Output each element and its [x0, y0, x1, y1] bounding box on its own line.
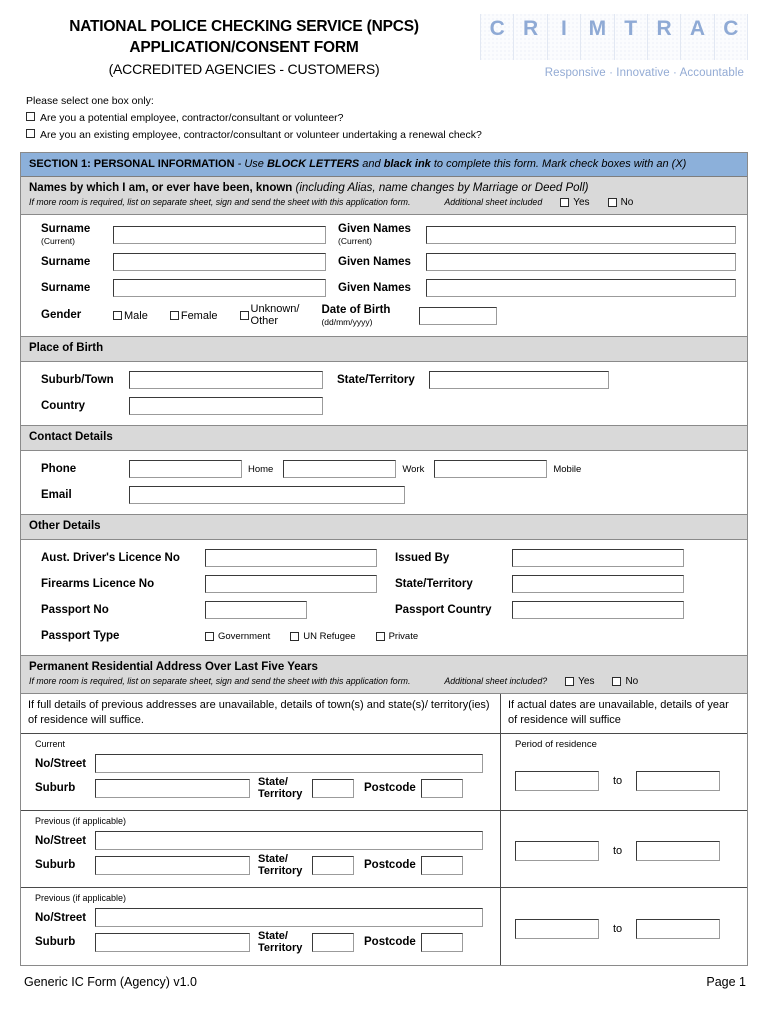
period-to-label: to [613, 775, 623, 787]
address-additional-no-label: No [625, 676, 639, 687]
address-note-right: If actual dates are unavailable, details of year of residence will suffice [501, 694, 747, 734]
state-label-line1: State/ [258, 930, 288, 942]
other-details-header [21, 514, 747, 540]
phone-work-input[interactable] [283, 460, 396, 478]
phone-work-tag: Work [402, 463, 425, 475]
pob-suburb-input[interactable] [129, 371, 323, 389]
title-line-1: NATIONAL POLICE CHECKING SERVICE (NPCS) [69, 18, 419, 35]
address-street-row [21, 908, 500, 927]
address-additional-no[interactable] [612, 675, 638, 688]
section1-instr-e: to complete this form. Mark check boxes with an (X) [430, 158, 687, 170]
title-line-3: (ACCREDITED AGENCIES - CUSTOMERS) [108, 61, 380, 77]
names-subnote-row [29, 196, 739, 209]
given-names-input-current[interactable] [426, 226, 736, 244]
pob-country-label: Country [41, 399, 86, 412]
surname-label: Surname [41, 281, 91, 294]
names-subsection-header [21, 177, 747, 215]
surname-input-current[interactable] [113, 226, 326, 244]
suburb-label: Suburb [35, 782, 76, 794]
other-details-body [21, 540, 747, 655]
state-territory-label [258, 853, 312, 877]
postcode-label: Postcode [364, 859, 416, 871]
passport-type-private-label: Private [388, 630, 419, 642]
section1-title: SECTION 1: PERSONAL INFORMATION [29, 158, 235, 170]
period-to-input-current[interactable] [636, 771, 720, 791]
suburb-label: Suburb [35, 859, 76, 871]
issued-by-label: Issued By [395, 551, 450, 564]
address-street-row [21, 831, 500, 850]
place-of-birth-body [21, 362, 747, 425]
firearms-licence-input[interactable] [205, 575, 377, 593]
street-label: No/Street [35, 757, 87, 770]
state-label-line2: Territory [258, 942, 303, 954]
passport-no-row [21, 600, 747, 620]
dob-input[interactable] [419, 307, 497, 325]
gender-option-male[interactable] [113, 310, 148, 322]
intro-instruction: Please select one box only: [26, 95, 154, 107]
address-street-row [21, 754, 500, 773]
gender-label: Gender [41, 309, 82, 321]
address-grid [21, 694, 747, 965]
passport-type-row [21, 626, 747, 646]
firearms-state-input[interactable] [512, 575, 684, 593]
street-label: No/Street [35, 911, 87, 924]
checkbox-icon[interactable] [170, 311, 179, 320]
names-additional-yes[interactable] [560, 196, 589, 209]
period-to-label: to [613, 845, 623, 857]
form-table [20, 152, 748, 966]
names-additional-no-label: No [620, 197, 634, 208]
logo-letter: C [715, 14, 748, 60]
section1-header-bar [21, 153, 747, 177]
logo-tagline: Responsive · Innovative · Accountable [544, 67, 744, 79]
period-to-input-previous-2[interactable] [636, 919, 720, 939]
issued-by-input[interactable] [512, 549, 684, 567]
firearms-licence-label: Firearms Licence No [41, 577, 155, 590]
gender-option-male-label: Male [124, 309, 148, 322]
contact-details-title: Contact Details [29, 431, 113, 443]
gender-unknown-line2: Other [250, 314, 279, 327]
logo-letters [480, 14, 748, 60]
address-note-left: If full details of previous addresses are unavailable, details of town(s) and state(s)/ territory(ies) of residence will suffice. [21, 694, 500, 734]
names-additional-yes-label: Yes [573, 197, 590, 208]
names-title-italic: (including Alias, name changes by Marriage or Deed Poll) [295, 182, 589, 194]
street-label: No/Street [35, 834, 87, 847]
name-row-current [21, 223, 747, 246]
intro-option-label: Are you a potential employee, contractor/consultant or volunteer? [40, 112, 344, 124]
surname-input-alias-2[interactable] [113, 279, 326, 297]
logo-letter: R [648, 14, 681, 60]
passport-type-government[interactable] [205, 631, 270, 642]
phone-row [21, 459, 747, 479]
pob-suburb-row [21, 370, 747, 390]
postcode-label: Postcode [364, 782, 416, 794]
address-block-previous-1 [21, 811, 500, 888]
surname-label-sub: (Current) [41, 236, 76, 246]
email-label: Email [41, 488, 72, 501]
period-block-previous-1 [501, 811, 747, 888]
drivers-licence-row [21, 548, 747, 568]
address-additional-yes-label: Yes [578, 676, 595, 687]
email-input[interactable] [129, 486, 405, 504]
address-title: Permanent Residential Address Over Last Five Years [29, 661, 318, 673]
phone-mobile-tag: Mobile [553, 463, 582, 475]
suburb-input-previous-1[interactable] [95, 856, 250, 875]
footer-form-id: Generic IC Form (Agency) v1.0 [24, 975, 197, 989]
passport-type-un-refugee[interactable] [290, 631, 355, 642]
address-suburb-row [21, 853, 500, 877]
passport-country-input[interactable] [512, 601, 684, 619]
address-additional-sheet-label: Additional sheet included? [444, 676, 548, 686]
address-block-caption: Previous (if applicable) [35, 893, 127, 903]
checkbox-icon[interactable] [560, 198, 569, 207]
gender-dob-row [21, 304, 747, 327]
drivers-licence-input[interactable] [205, 549, 377, 567]
dob-label [321, 304, 419, 327]
address-subnote-row [29, 675, 739, 688]
address-additional-yes[interactable] [565, 675, 594, 688]
gender-option-unknown-other[interactable] [240, 304, 300, 327]
pob-state-input[interactable] [429, 371, 609, 389]
checkbox-icon[interactable] [608, 198, 617, 207]
section1-instr-c: and [359, 158, 384, 170]
postcode-input-previous-2[interactable] [421, 933, 463, 952]
period-from-input-previous-1[interactable] [515, 841, 599, 861]
passport-no-input[interactable] [205, 601, 307, 619]
address-subnote: If more room is required, list on separate sheet, sign and send the sheet with this application form. [29, 676, 411, 686]
passport-type-un-refugee-label: UN Refugee [303, 630, 356, 642]
given-names-label-text: Given Names [338, 223, 411, 235]
footer-page-number: Page 1 [706, 975, 746, 989]
gender-option-female-label: Female [180, 309, 218, 322]
state-input-previous-2[interactable] [312, 933, 354, 952]
passport-type-private[interactable] [376, 631, 419, 642]
intro-option-label: Are you an existing employee, contractor/consultant or volunteer undertaking a renewal check? [40, 129, 482, 141]
period-from-input-current[interactable] [515, 771, 599, 791]
given-names-input-alias-2[interactable] [426, 279, 736, 297]
dob-label-text: Date of Birth [321, 304, 391, 316]
state-input-current[interactable] [312, 779, 354, 798]
logo-letter: R [514, 14, 547, 60]
surname-label-text: Surname [41, 223, 91, 235]
checkbox-icon[interactable] [26, 112, 35, 121]
drivers-licence-label: Aust. Driver's Licence No [41, 551, 180, 564]
crimtrac-logo [480, 14, 748, 86]
suburb-input-previous-2[interactable] [95, 933, 250, 952]
period-of-residence-caption: Period of residence [515, 739, 597, 750]
suburb-label: Suburb [35, 936, 76, 948]
given-names-label [338, 223, 426, 246]
surname-label [41, 223, 113, 246]
logo-letter: C [480, 14, 514, 60]
street-input-current[interactable] [95, 754, 483, 773]
street-input-previous-2[interactable] [95, 908, 483, 927]
state-territory-label [258, 776, 312, 800]
state-label-line2: Territory [258, 865, 303, 877]
names-body [21, 215, 747, 336]
checkbox-icon[interactable] [290, 632, 299, 641]
street-input-previous-1[interactable] [95, 831, 483, 850]
suburb-input-current[interactable] [95, 779, 250, 798]
checkbox-icon[interactable] [376, 632, 385, 641]
checkbox-icon[interactable] [26, 129, 35, 138]
address-subsection-header [21, 655, 747, 694]
state-label-line1: State/ [258, 776, 288, 788]
contact-details-body [21, 451, 747, 514]
intro-option-potential-employee[interactable] [26, 112, 626, 124]
address-left-column [21, 694, 500, 965]
page-header [0, 0, 770, 88]
checkbox-icon[interactable] [113, 311, 122, 320]
section1-dash: - [234, 158, 245, 170]
name-row-alias-2 [21, 278, 747, 298]
checkbox-icon[interactable] [612, 677, 621, 686]
given-names-label: Given Names [338, 281, 411, 294]
gender-option-female[interactable] [170, 310, 218, 322]
given-names-label-sub: (Current) [338, 236, 373, 246]
pob-state-label: State/Territory [337, 373, 415, 386]
names-subnote: If more room is required, list on separate sheet, sign and send the sheet with this application form. [29, 197, 411, 207]
address-block-previous-2 [21, 888, 500, 965]
section1-instr-block-letters: BLOCK LETTERS [266, 158, 360, 170]
period-block-previous-2 [501, 888, 747, 965]
names-additional-sheet-label: Additional sheet included [444, 197, 543, 207]
name-row-alias-1 [21, 252, 747, 272]
passport-type-label: Passport Type [41, 629, 120, 642]
address-right-column [500, 694, 747, 965]
pob-suburb-label: Suburb/Town [41, 373, 114, 386]
phone-mobile-input[interactable] [434, 460, 547, 478]
checkbox-icon[interactable] [240, 311, 249, 320]
gender-unknown-line1: Unknown/ [250, 303, 300, 315]
other-details-title: Other Details [29, 520, 101, 532]
period-row [501, 752, 747, 810]
passport-type-government-label: Government [218, 630, 271, 642]
period-to-input-previous-1[interactable] [636, 841, 720, 861]
period-to-label: to [613, 922, 623, 935]
checkbox-icon[interactable] [205, 632, 214, 641]
place-of-birth-title: Place of Birth [29, 342, 104, 354]
period-row [501, 815, 747, 887]
surname-label: Surname [41, 255, 91, 268]
pob-country-input[interactable] [129, 397, 323, 415]
gender-option-unknown-other-label [251, 304, 300, 327]
dob-label-sub: (dd/mm/yyyy) [321, 317, 373, 327]
period-row [501, 892, 747, 965]
pob-country-row [21, 396, 747, 416]
firearms-licence-row [21, 574, 747, 594]
passport-country-label: Passport Country [395, 603, 492, 616]
postcode-label: Postcode [364, 936, 416, 948]
logo-letter: T [615, 14, 648, 60]
postcode-input-current[interactable] [421, 779, 463, 798]
address-block-current [21, 734, 500, 811]
given-names-input-alias-1[interactable] [426, 253, 736, 271]
given-names-label: Given Names [338, 255, 411, 268]
email-row [21, 485, 747, 505]
section1-instr-black-ink: black ink [383, 158, 431, 170]
names-title [29, 181, 739, 196]
state-label-line1: State/ [258, 853, 288, 865]
phone-label: Phone [41, 462, 77, 475]
names-title-bold: Names by which I am, or ever have been, known [29, 182, 296, 194]
firearms-state-label: State/Territory [395, 577, 473, 590]
postcode-input-previous-1[interactable] [421, 856, 463, 875]
logo-letter: A [681, 14, 714, 60]
page-footer [24, 975, 746, 989]
names-additional-no[interactable] [608, 196, 634, 209]
surname-input-alias-1[interactable] [113, 253, 326, 271]
phone-home-input[interactable] [129, 460, 242, 478]
address-suburb-row [21, 776, 500, 800]
passport-no-label: Passport No [41, 603, 109, 616]
section1-instr-a: Use [244, 158, 267, 170]
period-block-current [501, 734, 747, 811]
phone-home-tag: Home [248, 463, 274, 475]
address-block-caption: Current [35, 739, 66, 749]
intro-option-existing-employee[interactable] [26, 129, 626, 141]
checkbox-icon[interactable] [565, 677, 574, 686]
title-line-2: APPLICATION/CONSENT FORM [129, 39, 359, 56]
address-block-caption: Previous (if applicable) [35, 816, 127, 826]
state-label-line2: Territory [258, 788, 303, 800]
contact-details-header [21, 425, 747, 451]
intro-section [26, 94, 626, 146]
period-from-input-previous-2[interactable] [515, 919, 599, 939]
logo-letter: I [548, 14, 581, 60]
page-title [24, 16, 464, 80]
place-of-birth-header [21, 336, 747, 362]
state-territory-label [258, 930, 312, 954]
logo-letter: M [581, 14, 614, 60]
state-input-previous-1[interactable] [312, 856, 354, 875]
address-suburb-row [21, 930, 500, 954]
